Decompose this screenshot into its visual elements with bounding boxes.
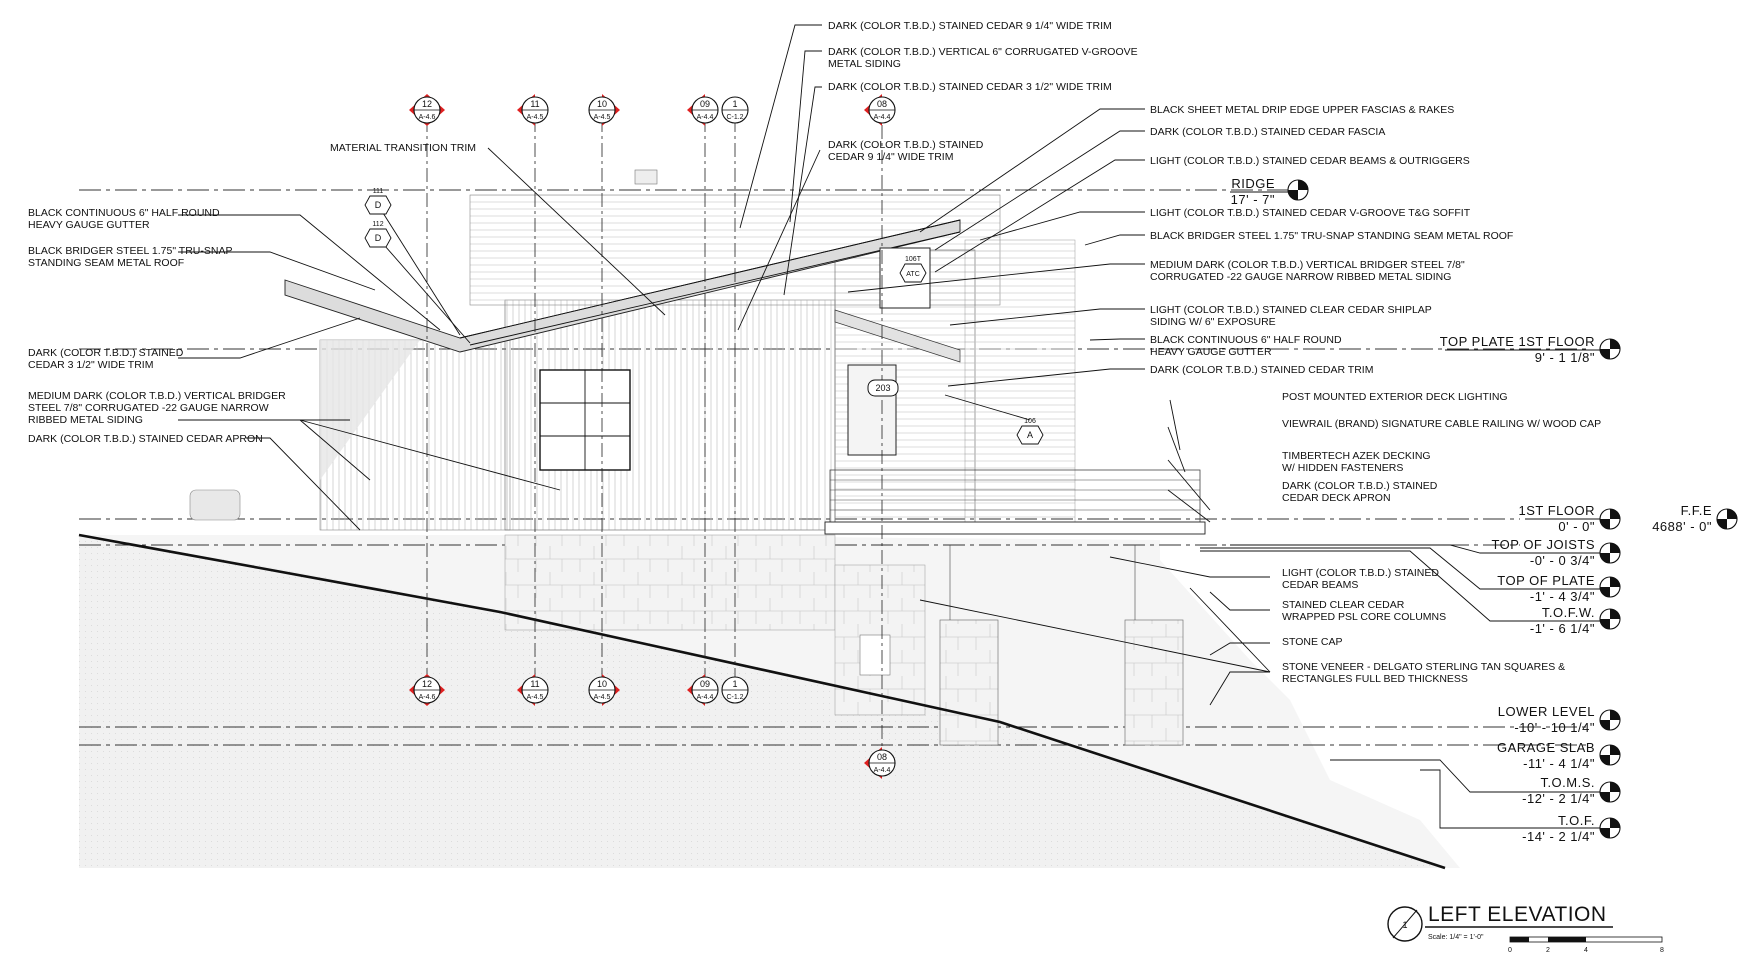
level-first-floor [1518, 503, 1620, 534]
note-vgroove-siding-2: METAL SIDING [828, 58, 901, 70]
level-name: TOP OF JOISTS [1491, 537, 1595, 552]
section-sheet: A-4.4 [873, 114, 891, 121]
door-tag [868, 380, 898, 396]
section-num: 10 [596, 679, 608, 689]
scale-tick: 4 [1584, 947, 1588, 954]
note-decking: TIMBERTECH AZEK DECKING [1282, 450, 1431, 462]
section-marker-11-top [517, 94, 548, 126]
section-sheet: A-4.4 [696, 694, 714, 701]
level-garage-slab [1497, 740, 1620, 771]
section-sheet: A-4.4 [873, 767, 891, 774]
view-title: LEFT ELEVATION [1428, 903, 1607, 926]
section-num: 09 [699, 679, 711, 689]
note-deck-apron-2: CEDAR DECK APRON [1282, 492, 1391, 504]
view-title-block [1388, 903, 1664, 954]
section-sheet: A-4.6 [418, 694, 436, 701]
level-elev: 9' - 1 1/8" [1534, 350, 1595, 365]
section-sheet: C-1.2 [726, 114, 744, 121]
hex-letter: D [374, 200, 382, 210]
level-name: LOWER LEVEL [1497, 704, 1595, 719]
note-stone-cap: STONE CAP [1282, 636, 1343, 648]
level-elev: -10' - 10 1/4" [1514, 720, 1595, 735]
level-elev: -14' - 2 1/4" [1522, 829, 1595, 844]
level-target-icon [1717, 509, 1737, 529]
note-cable-railing: VIEWRAIL (BRAND) SIGNATURE CABLE RAILING W/ WOOD CAP [1282, 418, 1602, 430]
note-gutter-left-2: HEAVY GAUGE GUTTER [28, 219, 150, 231]
level-top-of-joists [1230, 537, 1620, 568]
note-trim-left: DARK (COLOR T.B.D.) STAINED [28, 347, 184, 359]
note-roof-left: BLACK BRIDGER STEEL 1.75" TRU-SNAP [28, 245, 233, 257]
level-lower-level [1498, 704, 1620, 735]
note-drip-edge: BLACK SHEET METAL DRIP EDGE UPPER FASCIAS & RAKES [1150, 104, 1455, 116]
section-marker-09-top [687, 94, 718, 126]
note-gutter-right: BLACK CONTINUOUS 6" HALF ROUND [1150, 334, 1342, 346]
scale-tick: 2 [1546, 947, 1550, 954]
note-vgroove-siding: DARK (COLOR T.B.D.) VERTICAL 6" CORRUGATED V-GROOVE [828, 46, 1138, 58]
section-sheet: C-1.2 [726, 694, 744, 701]
hex-num: 106 [1024, 418, 1036, 425]
level-name: F.F.E [1680, 503, 1712, 518]
note-trim-9-1-4-b: DARK (COLOR T.B.D.) STAINED [828, 139, 984, 151]
scale-tick: 8 [1660, 947, 1664, 954]
note-cedar-trim: DARK (COLOR T.B.D.) STAINED CEDAR TRIM [1150, 364, 1374, 376]
level-name: TOP PLATE 1ST FLOOR [1439, 334, 1595, 349]
level-name: T.O.F.W. [1541, 605, 1595, 620]
level-elev: 17' - 7" [1230, 192, 1275, 207]
section-num: 11 [530, 679, 540, 689]
view-number: 1 [1402, 920, 1408, 930]
level-target-icon [1600, 339, 1620, 359]
level-target-icon [1600, 543, 1620, 563]
level-name: RIDGE [1231, 176, 1275, 191]
level-target-icon [1600, 745, 1620, 765]
section-num: 10 [596, 99, 608, 109]
level-name: TOP OF PLATE [1497, 573, 1595, 588]
section-num: 11 [530, 99, 540, 109]
level-elev: -11' - 4 1/4" [1523, 756, 1595, 771]
note-shiplap-2: SIDING W/ 6" EXPOSURE [1150, 316, 1276, 328]
level-elev: 4688' - 0" [1652, 519, 1712, 534]
note-soffit: LIGHT (COLOR T.B.D.) STAINED CEDAR V-GROOVE T&G SOFFIT [1150, 207, 1471, 219]
section-markers-top [409, 94, 895, 126]
level-name: T.O.M.S. [1540, 775, 1595, 790]
section-sheet: A-4.5 [526, 114, 544, 121]
hex-letter: D [374, 233, 382, 243]
note-decking-2: W/ HIDDEN FASTENERS [1282, 462, 1404, 474]
note-siding-right: MEDIUM DARK (COLOR T.B.D.) VERTICAL BRIDGER STEEL 7/8" [1150, 259, 1465, 271]
note-roof-right: BLACK BRIDGER STEEL 1.75" TRU-SNAP STANDING SEAM METAL ROOF [1150, 230, 1514, 242]
section-sheet: A-4.5 [593, 114, 611, 121]
hex-letter: A [1026, 430, 1034, 440]
scale-tick: 0 [1508, 947, 1512, 954]
note-stone-veneer: STONE VENEER - DELGATO STERLING TAN SQUARES & [1282, 661, 1566, 673]
section-marker-1-top [722, 97, 748, 123]
section-marker-12-top [409, 94, 445, 126]
level-elev: -1' - 6 1/4" [1529, 621, 1595, 636]
level-elev: 0' - 0" [1558, 519, 1595, 534]
note-deck-lighting: POST MOUNTED EXTERIOR DECK LIGHTING [1282, 391, 1508, 403]
notes-top [330, 20, 1138, 163]
view-scale: Scale: 1/4" = 1'-0" [1428, 934, 1484, 941]
note-cedar-beams-2: CEDAR BEAMS [1282, 579, 1359, 591]
section-num: 1 [732, 99, 738, 109]
note-trim-9-1-4: DARK (COLOR T.B.D.) STAINED CEDAR 9 1/4" WIDE TRIM [828, 20, 1112, 32]
level-ridge [1230, 176, 1308, 207]
level-target-icon [1600, 577, 1620, 597]
section-num: 09 [699, 99, 711, 109]
level-elev: -1' - 4 3/4" [1529, 589, 1595, 604]
note-siding-left-2: STEEL 7/8" CORRUGATED -22 GAUGE NARROW [28, 402, 269, 414]
door-tag-label: 203 [875, 383, 891, 393]
note-stone-veneer-2: RECTANGLES FULL BED THICKNESS [1282, 673, 1468, 685]
level-target-icon [1288, 180, 1308, 200]
level-ffe [1652, 503, 1737, 534]
note-shiplap: LIGHT (COLOR T.B.D.) STAINED CLEAR CEDAR SHIPLAP [1150, 304, 1432, 316]
hex-num: 112 [372, 221, 384, 228]
level-target-icon [1600, 710, 1620, 730]
section-num: 12 [421, 99, 433, 109]
note-roof-left-2: STANDING SEAM METAL ROOF [28, 257, 185, 269]
section-marker-08-top [864, 94, 895, 126]
note-gutter-left: BLACK CONTINUOUS 6" HALF ROUND [28, 207, 220, 219]
note-trim-3-1-2: DARK (COLOR T.B.D.) STAINED CEDAR 3 1/2" WIDE TRIM [828, 81, 1112, 93]
hex-letter: ATC [906, 271, 920, 278]
note-siding-left: MEDIUM DARK (COLOR T.B.D.) VERTICAL BRIDGER [28, 390, 286, 402]
level-target-icon [1600, 609, 1620, 629]
level-elev: -12' - 2 1/4" [1522, 791, 1595, 806]
note-gutter-right-2: HEAVY GAUGE GUTTER [1150, 346, 1272, 358]
level-name: T.O.F. [1558, 813, 1595, 828]
level-name: 1ST FLOOR [1518, 503, 1595, 518]
hex-tag-111 [365, 188, 391, 214]
section-sheet: A-4.5 [593, 694, 611, 701]
note-siding-left-3: RIBBED METAL SIDING [28, 414, 143, 426]
scale-bar [1508, 937, 1664, 954]
hex-num: 111 [372, 188, 384, 195]
level-target-icon [1600, 509, 1620, 529]
view-number-badge [1388, 907, 1422, 941]
note-cedar-beams: LIGHT (COLOR T.B.D.) STAINED [1282, 567, 1439, 579]
section-marker-10-top [589, 94, 620, 126]
section-sheet: A-4.4 [696, 114, 714, 121]
section-num: 1 [732, 679, 738, 689]
note-siding-right-2: CORRUGATED -22 GAUGE NARROW RIBBED METAL SIDING [1150, 271, 1452, 283]
note-deck-apron: DARK (COLOR T.B.D.) STAINED [1282, 480, 1438, 492]
level-target-icon [1600, 818, 1620, 838]
note-fascia: DARK (COLOR T.B.D.) STAINED CEDAR FASCIA [1150, 126, 1386, 138]
note-trim-left-2: CEDAR 3 1/2" WIDE TRIM [28, 359, 154, 371]
note-columns-2: WRAPPED PSL CORE COLUMNS [1282, 611, 1447, 623]
hex-num: 106T [905, 256, 921, 263]
level-top-plate-1st [1440, 334, 1620, 365]
note-material-transition: MATERIAL TRANSITION TRIM [330, 142, 477, 154]
level-target-icon [1600, 782, 1620, 802]
note-trim-9-1-4-b-2: CEDAR 9 1/4" WIDE TRIM [828, 151, 954, 163]
section-sheet: A-4.5 [526, 694, 544, 701]
section-num: 12 [421, 679, 433, 689]
note-apron-left: DARK (COLOR T.B.D.) STAINED CEDAR APRON [28, 433, 263, 445]
notes-left [28, 207, 286, 445]
section-sheet: A-4.6 [418, 114, 436, 121]
section-num: 08 [876, 752, 888, 762]
note-beams-outriggers: LIGHT (COLOR T.B.D.) STAINED CEDAR BEAMS & OUTRIGGERS [1150, 155, 1470, 167]
note-columns: STAINED CLEAR CEDAR [1282, 599, 1405, 611]
level-elev: -0' - 0 3/4" [1529, 553, 1595, 568]
level-name: GARAGE SLAB [1497, 740, 1595, 755]
section-marker-1-bottom [722, 677, 748, 703]
section-num: 08 [876, 99, 888, 109]
hex-tag-112 [365, 221, 391, 247]
